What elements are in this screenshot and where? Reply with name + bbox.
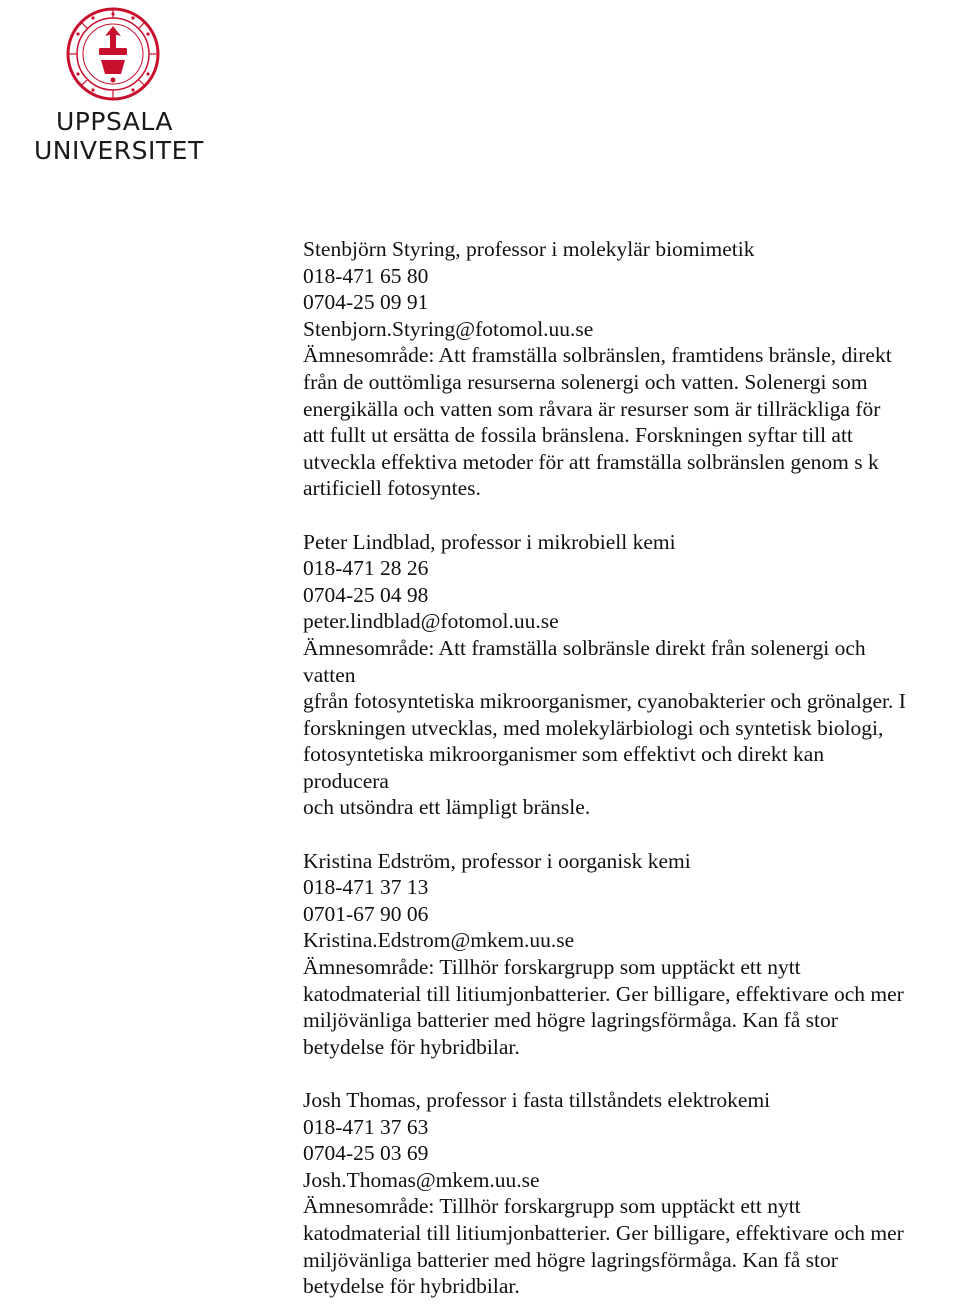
mobile-number: 0704-25 04 98	[303, 582, 429, 607]
university-seal-icon	[63, 4, 163, 104]
description-line: betydelse för hybridbilar.	[303, 1274, 520, 1299]
description-line: Ämnesområde: Att framställa solbränslen, framtidens bränsle, direkt	[303, 343, 892, 368]
description-line: forskningen utvecklas, med molekylärbiologi och syntetisk biologi,	[303, 715, 884, 740]
contact-entry	[303, 236, 958, 502]
description-line: från de outtömliga resurserna solenergi och vatten. Solenergi som	[303, 369, 868, 394]
contact-list	[303, 236, 958, 1300]
description-line: fotosyntetiska mikroorganismer som effektivt och direkt kan	[303, 742, 825, 767]
email-address[interactable]: Kristina.Edstrom@mkem.uu.se	[303, 928, 575, 953]
mobile-number: 0704-25 03 69	[303, 1141, 429, 1166]
description-line: vatten	[303, 662, 356, 687]
email-address[interactable]: Stenbjorn.Styring@fotomol.uu.se	[303, 316, 594, 341]
description-line: producera	[303, 768, 389, 793]
description-line: utveckla effektiva metoder för att framställa solbränslen genom s k	[303, 449, 879, 474]
description-line: gfrån fotosyntetiska mikroorganismer, cyanobakterier och grönalger. I	[303, 689, 906, 714]
contact-name-title: Kristina Edström, professor i oorganisk kemi	[303, 848, 691, 873]
contact-name-title: Josh Thomas, professor i fasta tillståndets elektrokemi	[303, 1088, 771, 1112]
description-line: Ämnesområde: Att framställa solbränsle direkt från solenergi och	[303, 635, 866, 660]
contact-entry	[303, 848, 958, 1061]
contact-entry	[303, 529, 958, 822]
email-address[interactable]: Josh.Thomas@mkem.uu.se	[303, 1167, 540, 1192]
description-line: betydelse för hybridbilar.	[303, 1034, 520, 1059]
description-line: att fullt ut ersätta de fossila bränslena. Forskningen syftar till att	[303, 423, 853, 448]
phone-number: 018-471 37 13	[303, 875, 429, 900]
university-name-line2: UNIVERSITET	[34, 136, 204, 165]
description-line: energikälla och vatten som råvara är resurser som är tillräckliga för	[303, 396, 881, 421]
entry-spacer	[303, 1060, 958, 1087]
description-line: Ämnesområde: Tillhör forskargrupp som upptäckt ett nytt	[303, 1194, 801, 1219]
description-line: miljövänliga batterier med högre lagringsförmåga. Kan få stor	[303, 1008, 838, 1033]
description-line: katodmaterial till litiumjonbatterier. Ger billigare, effektivare och mer	[303, 1220, 904, 1245]
phone-number: 018-471 28 26	[303, 556, 429, 581]
description-line: och utsöndra ett lämpligt bränsle.	[303, 795, 591, 820]
contact-entry	[303, 1087, 958, 1300]
email-address[interactable]: peter.lindblad@fotomol.uu.se	[303, 609, 559, 634]
description-line: Ämnesområde: Tillhör forskargrupp som upptäckt ett nytt	[303, 955, 801, 980]
entry-spacer	[303, 502, 958, 529]
phone-number: 018-471 37 63	[303, 1114, 429, 1139]
mobile-number: 0704-25 09 91	[303, 290, 429, 315]
description-line: miljövänliga batterier med högre lagringsförmåga. Kan få stor	[303, 1247, 838, 1272]
contact-name-title: Peter Lindblad, professor i mikrobiell kemi	[303, 529, 676, 554]
contact-name-title: Stenbjörn Styring, professor i molekylär biomimetik	[303, 237, 755, 261]
phone-number: 018-471 65 80	[303, 263, 429, 288]
entry-spacer	[303, 821, 958, 848]
description-line: artificiell fotosyntes.	[303, 476, 481, 501]
mobile-number: 0701-67 90 06	[303, 901, 429, 926]
description-line: katodmaterial till litiumjonbatterier. Ger billigare, effektivare och mer	[303, 981, 904, 1006]
university-name-line1: UPPSALA	[56, 107, 173, 136]
